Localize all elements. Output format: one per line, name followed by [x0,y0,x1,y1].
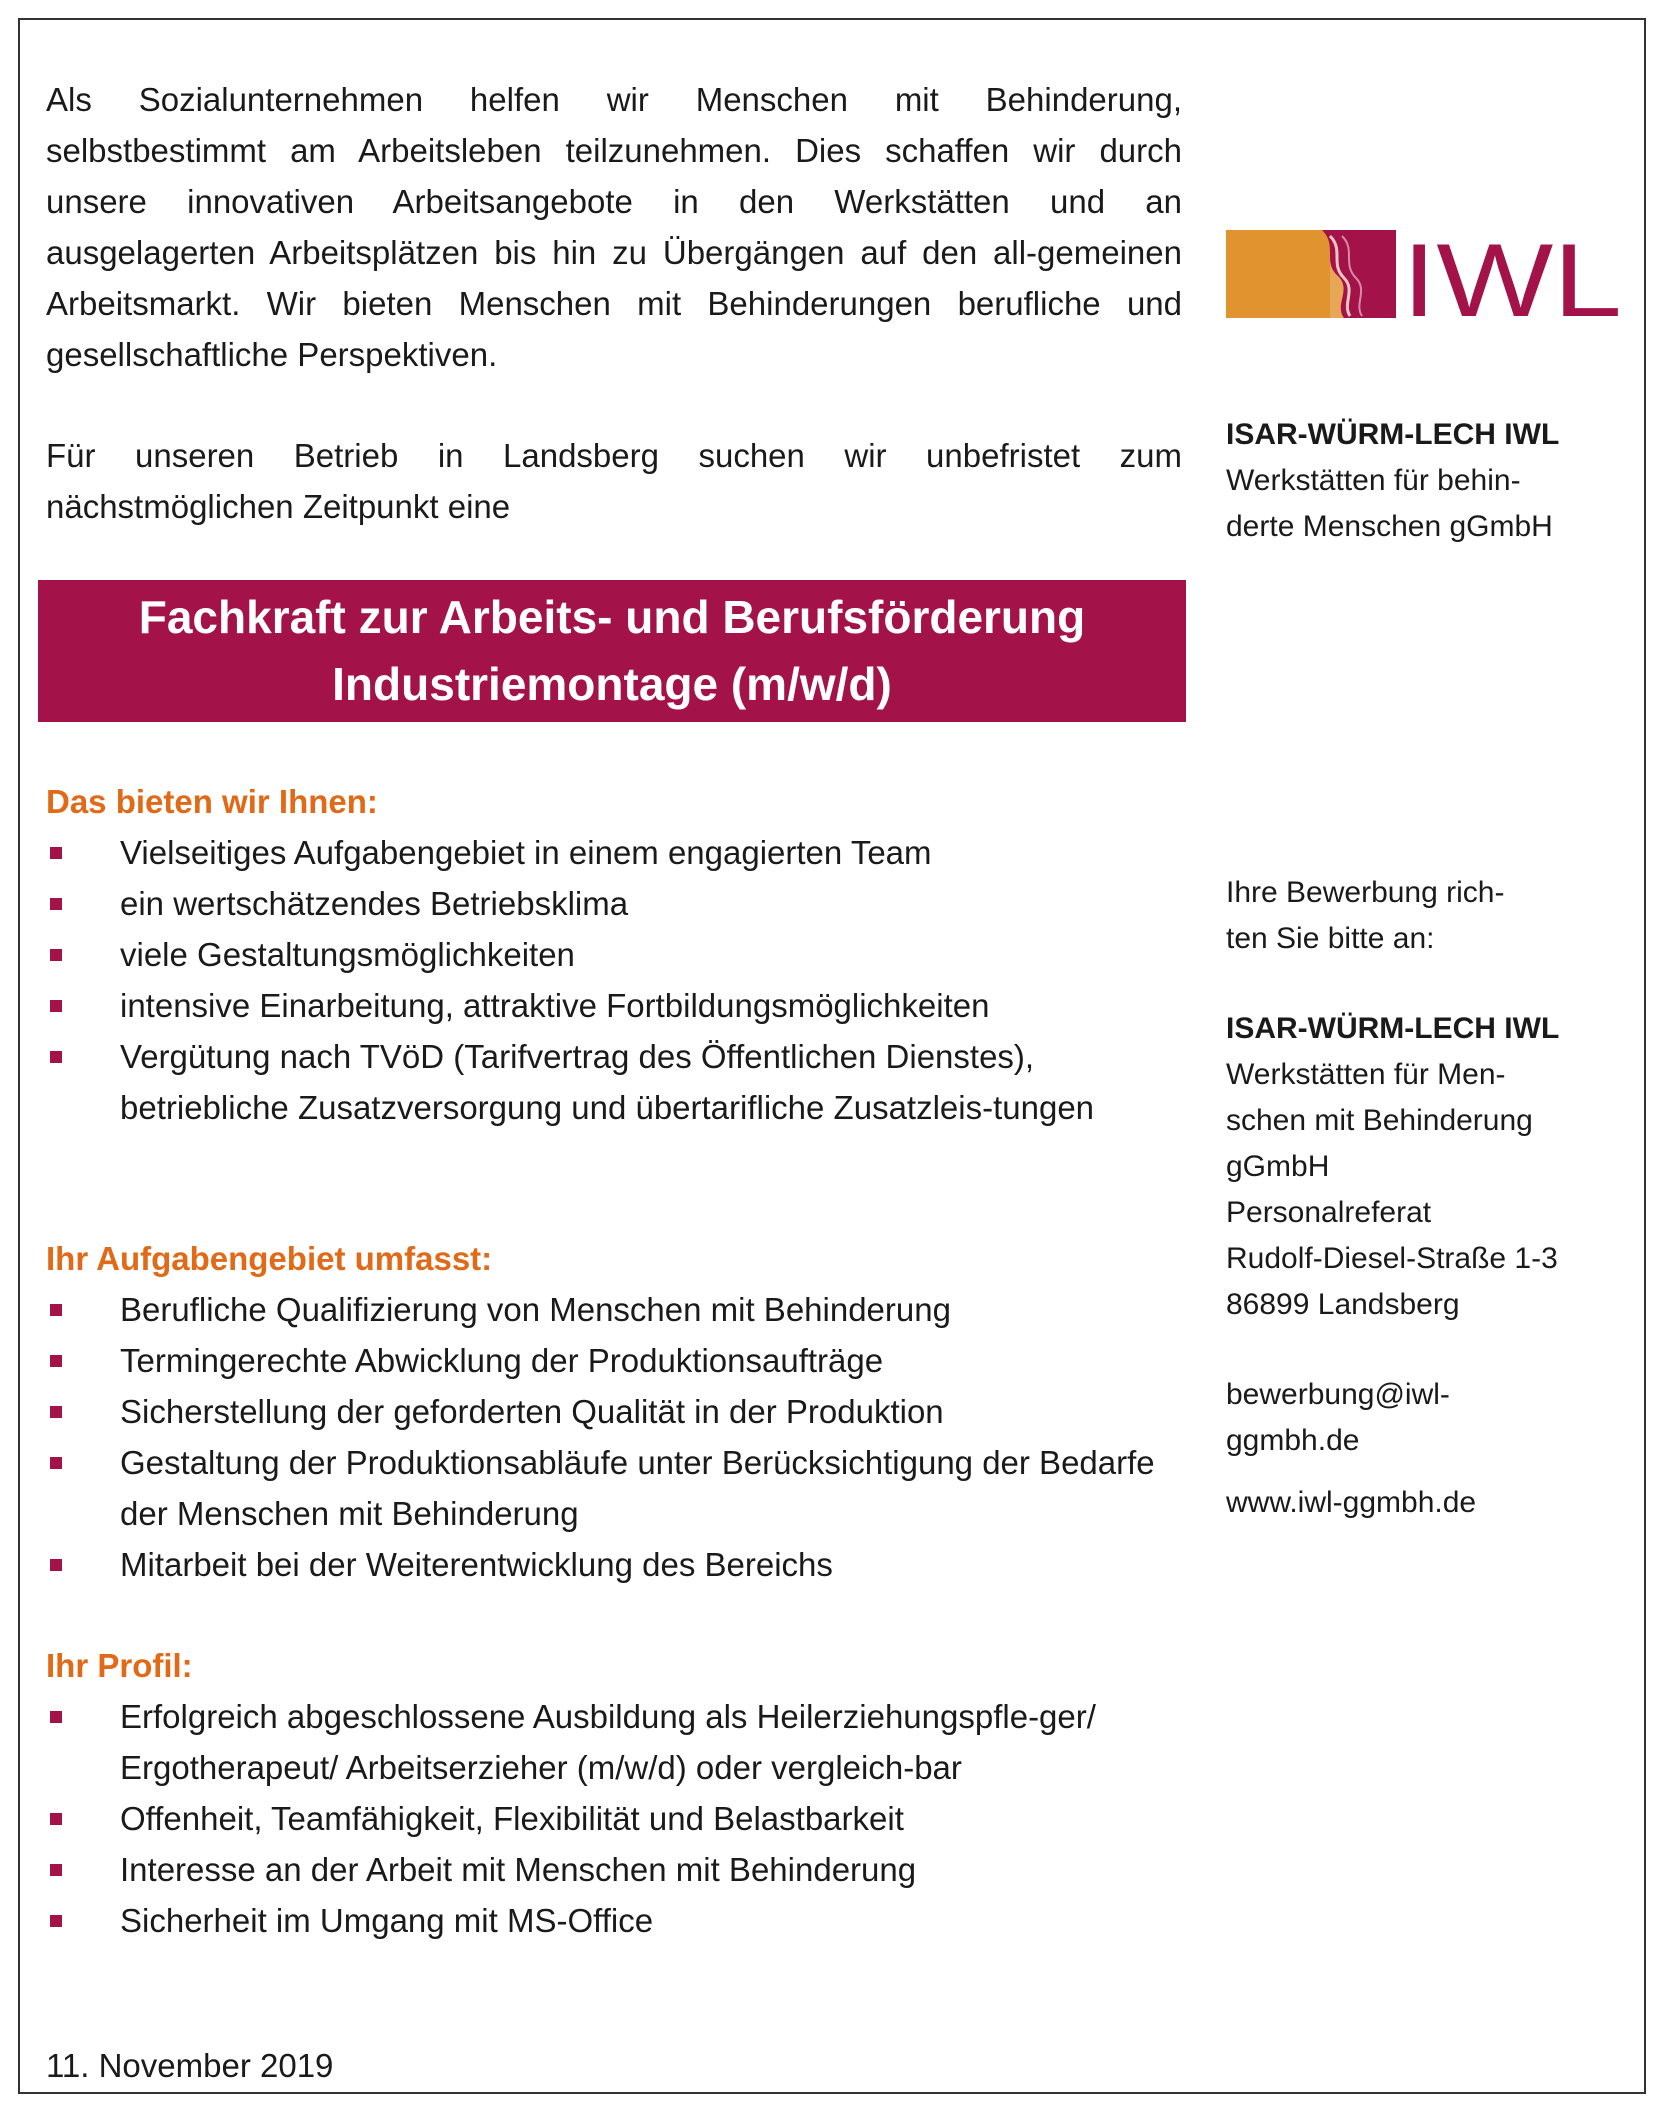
profile-heading: Ihr Profil: [46,1647,193,1684]
address-line: 86899 Landsberg [1226,1288,1460,1321]
company-line: derte Menschen gGmbH [1226,510,1553,543]
address-line: Werkstätten für Men- [1226,1058,1506,1091]
profile-list [46,1691,1186,1946]
profile-section [46,1640,1186,1946]
address-line: schen mit Behinderung [1226,1104,1533,1137]
bullet-square-icon [50,1051,62,1063]
list-item: Berufliche Qualifizierung von Menschen mit Behinderung [46,1284,1186,1335]
offer-list [46,827,1186,1133]
bullet-square-icon [50,1304,62,1316]
list-item: Vergütung nach TVöD (Tarifvertrag des Öffentlichen Dienstes), betriebliche Zusatzversorgung und übertarifliche Zusatzleis-tungen [46,1031,1186,1133]
tasks-heading: Ihr Aufgabengebiet umfasst: [46,1240,493,1277]
list-item: ein wertschätzendes Betriebsklima [46,878,1186,929]
job-title-line1: Fachkraft zur Arbeits- und Berufsförderung [138,591,1086,643]
list-item: intensive Einarbeitung, attraktive Fortbildungsmöglichkeiten [46,980,1186,1031]
list-item: Interesse an der Arbeit mit Menschen mit Behinderung [46,1844,1186,1895]
bullet-square-icon [50,847,62,859]
list-item: Vielseitiges Aufgabengebiet in einem engagierten Team [46,827,1186,878]
bullet-square-icon [50,949,62,961]
job-title-banner [38,580,1186,722]
company-block [1226,412,1626,550]
iwl-logo [1226,224,1624,324]
bullet-square-icon [50,1915,62,1927]
list-item: Gestaltung der Produktionsabläufe unter Berücksichtigung der Bedarfe der Menschen mit Behinderung [46,1437,1186,1539]
bullet-square-icon [50,1000,62,1012]
application-block [1226,870,1626,962]
bullet-square-icon [50,1813,62,1825]
bullet-square-icon [50,1355,62,1367]
email-link-cont[interactable]: ggmbh.de [1226,1424,1360,1457]
list-item: Offenheit, Teamfähigkeit, Flexibilität und Belastbarkeit [46,1793,1186,1844]
bullet-square-icon [50,1711,62,1723]
address-line: gGmbH [1226,1150,1330,1183]
offer-section [46,776,1186,1133]
bullet-square-icon [50,1457,62,1469]
list-item: viele Gestaltungsmöglichkeiten [46,929,1186,980]
intro-paragraph: Als Sozialunternehmen helfen wir Menschen mit Behinderung, selbstbestimmt am Arbeitsleben teilzunehmen. Dies schaffen wir durch unsere innovativen Arbeitsangebote in den Werkstätten und an ausgelagerten Arbeitsplätzen bis hin zu Übergängen auf den all-gemeinen Arbeitsmarkt. Wir bieten Menschen mit Behinderungen berufliche und gesellschaftliche Perspektiven. [46,81,1182,373]
company-line: Werkstätten für behin- [1226,464,1521,497]
bullet-square-icon [50,1559,62,1571]
list-item: Sicherheit im Umgang mit MS-Office [46,1895,1186,1946]
job-title-line2: Industriemontage (m/w/d) [332,658,892,710]
email-link[interactable]: bewerbung@iwl- [1226,1378,1450,1411]
address-line: Personalreferat [1226,1196,1432,1229]
offer-heading: Das bieten wir Ihnen: [46,783,378,820]
logo-text: IWL [1402,224,1622,324]
apply-line: ten Sie bitte an: [1226,922,1435,955]
website-link[interactable]: www.iwl-ggmbh.de [1226,1486,1477,1519]
list-item: Erfolgreich abgeschlossene Ausbildung als Heilerziehungspfle-ger/ Ergotherapeut/ Arbeitserzieher (m/w/d) oder vergleich-bar [46,1691,1186,1793]
list-item: Sicherstellung der geforderten Qualität in der Produktion [46,1386,1186,1437]
website-block[interactable] [1226,1480,1626,1526]
address-block [1226,1006,1626,1328]
company-name: ISAR-WÜRM-LECH IWL [1226,418,1560,451]
apply-line: Ihre Bewerbung rich- [1226,876,1505,909]
bullet-square-icon [50,1406,62,1418]
intro-section [46,74,1182,532]
search-paragraph: Für unseren Betrieb in Landsberg suchen wir unbefristet zum nächstmöglichen Zeitpunkt eine [46,437,1182,525]
bullet-square-icon [50,898,62,910]
tasks-list [46,1284,1186,1590]
list-item: Mitarbeit bei der Weiterentwicklung des Bereichs [46,1539,1186,1590]
document-date: 11. November 2019 [46,2047,334,2084]
tasks-section [46,1233,1186,1590]
address-name: ISAR-WÜRM-LECH IWL [1226,1012,1560,1045]
bullet-square-icon [50,1864,62,1876]
list-item: Termingerechte Abwicklung der Produktionsaufträge [46,1335,1186,1386]
email-block[interactable] [1226,1372,1626,1464]
logo-orange-block [1226,230,1330,318]
address-line: Rudolf-Diesel-Straße 1-3 [1226,1242,1558,1275]
